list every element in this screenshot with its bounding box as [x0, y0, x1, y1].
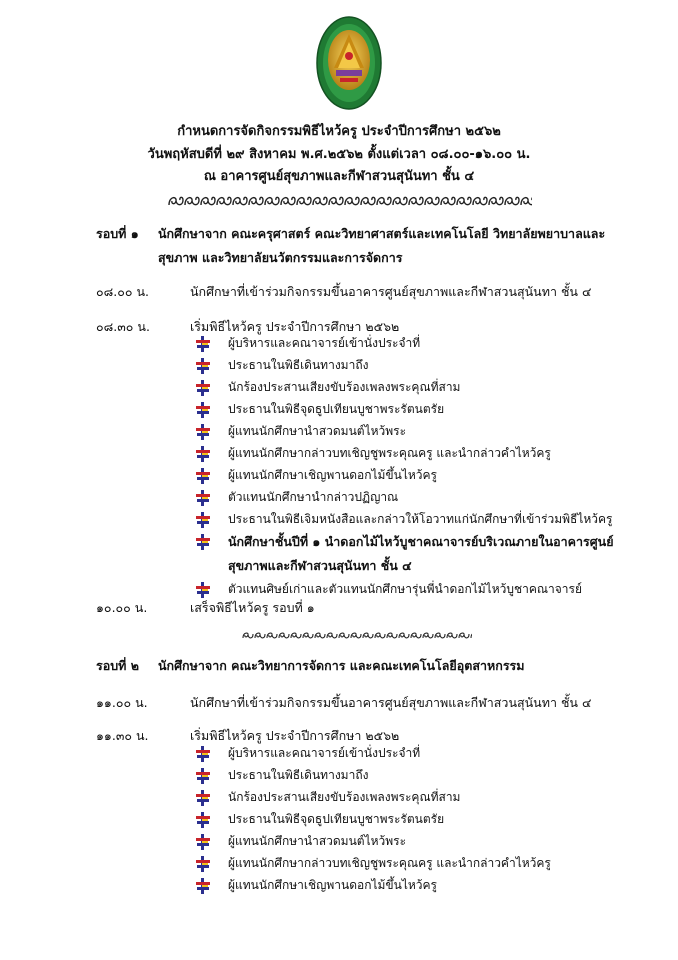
flag-bullet-icon [196, 446, 210, 462]
schedule-text: นักศึกษาที่เข้าร่วมกิจกรรมขึ้นอาคารศูนย์สุขภาพและกีฬาสวนสุนันทา ชั้น ๔ [190, 284, 592, 299]
schedule-text: เสร็จพิธีไหว้ครู รอบที่ ๑ [190, 600, 315, 615]
agenda-item: ประธานในพิธีเจิมหนังสือและกล่าวให้โอวาทแก่นักศึกษาที่เข้าร่วมพิธีไหว้ครู [228, 512, 613, 526]
round-participants: นักศึกษาจาก คณะครุศาสตร์ คณะวิทยาศาสตร์และเทคโนโลยี วิทยาลัยพยาบาลและสุขภาพ และวิทยาลัยนวัตกรรมและการจัดการ [158, 226, 606, 265]
agenda-item: ผู้แทนนักศึกษานำสวดมนต์ไหว้พระ [228, 424, 407, 438]
agenda-item: ผู้แทนนักศึกษากล่าวบทเชิญชูพระคุณครู และนำกล่าวคำไหว้ครู [228, 856, 551, 870]
round-label: รอบที่ ๒ [96, 658, 139, 673]
flag-bullet-icon [196, 834, 210, 850]
round-label: รอบที่ ๑ [96, 226, 139, 241]
flag-bullet-icon [196, 424, 210, 440]
agenda-item: ผู้แทนนักศึกษาเชิญพานดอกไม้ขึ้นไหว้ครู [228, 468, 437, 482]
agenda-item: ตัวแทนศิษย์เก่าและตัวแทนนักศึกษารุ่นพี่นำดอกไม้ไหว้บูชาคณาจารย์ [228, 582, 582, 596]
agenda-item: ตัวแทนนักศึกษานำกล่าวปฏิญาณ [228, 490, 399, 504]
flag-bullet-icon [196, 534, 210, 550]
schedule-time: ๑๑.๐๐ น. [96, 695, 148, 710]
agenda-item: นักศึกษาชั้นปีที่ ๑ นำดอกไม้ไหว้บูชาคณาจารย์บริเวณภายในอาคารศูนย์สุขภาพและกีฬาสวนสุนันทา ชั้น ๔ [228, 534, 614, 573]
page-title: กำหนดการจัดกิจกรรมพิธีไหว้ครู ประจำปีการศึกษา ๒๕๖๒ [177, 124, 501, 139]
schedule-time: ๐๘.๐๐ น. [96, 284, 149, 299]
schedule-time: ๑๐.๐๐ น. [96, 600, 148, 615]
agenda-item: ประธานในพิธีจุดธูปเทียนบูชาพระรัตนตรัย [228, 812, 445, 826]
flag-bullet-icon [196, 468, 210, 484]
flag-bullet-icon [196, 768, 210, 784]
flag-bullet-icon [196, 336, 210, 352]
round-participants: นักศึกษาจาก คณะวิทยาการจัดการ และคณะเทคโนโลยีอุตสาหกรรม [158, 658, 525, 673]
agenda-item: ผู้บริหารและคณาจารย์เข้านั่งประจำที่ [228, 746, 421, 760]
flag-bullet-icon [196, 746, 210, 762]
agenda-item: ผู้แทนนักศึกษากล่าวบทเชิญชูพระคุณครู และนำกล่าวคำไหว้ครู [228, 446, 551, 460]
flag-bullet-icon [196, 812, 210, 828]
flag-bullet-icon [196, 878, 210, 894]
agenda-item: ประธานในพิธีเดินทางมาถึง [228, 768, 369, 782]
agenda-item: ผู้บริหารและคณาจารย์เข้านั่งประจำที่ [228, 336, 421, 350]
university-seal-icon [316, 16, 382, 110]
schedule-text: นักศึกษาที่เข้าร่วมกิจกรรมขึ้นอาคารศูนย์สุขภาพและกีฬาสวนสุนันทา ชั้น ๔ [190, 695, 592, 710]
flag-bullet-icon [196, 380, 210, 396]
agenda-item: ประธานในพิธีจุดธูปเทียนบูชาพระรัตนตรัย [228, 402, 445, 416]
flag-bullet-icon [196, 402, 210, 418]
decorative-divider-icon [242, 630, 472, 640]
event-date: วันพฤหัสบดีที่ ๒๙ สิงหาคม พ.ศ.๒๕๖๒ ตั้งแต่เวลา ๐๘.๐๐-๑๖.๐๐ น. [147, 147, 531, 162]
flag-bullet-icon [196, 582, 210, 598]
schedule-time: ๑๑.๓๐ น. [96, 728, 149, 743]
agenda-item: ประธานในพิธีเดินทางมาถึง [228, 358, 369, 372]
agenda-item: ผู้แทนนักศึกษาเชิญพานดอกไม้ขึ้นไหว้ครู [228, 878, 437, 892]
flag-bullet-icon [196, 490, 210, 506]
flag-bullet-icon [196, 790, 210, 806]
schedule-text: เริ่มพิธีไหว้ครู ประจำปีการศึกษา ๒๕๖๒ [190, 319, 400, 334]
schedule-text: เริ่มพิธีไหว้ครู ประจำปีการศึกษา ๒๕๖๒ [190, 728, 400, 743]
event-venue: ณ อาคารศูนย์สุขภาพและกีฬาสวนสุนันทา ชั้น ๔ [203, 169, 475, 184]
flag-bullet-icon [196, 358, 210, 374]
flag-bullet-icon [196, 512, 210, 528]
agenda-item: นักร้องประสานเสียงขับร้องเพลงพระคุณที่สาม [228, 790, 461, 804]
agenda-item: ผู้แทนนักศึกษานำสวดมนต์ไหว้พระ [228, 834, 407, 848]
decorative-border-icon [168, 194, 532, 208]
agenda-item: นักร้องประสานเสียงขับร้องเพลงพระคุณที่สาม [228, 380, 461, 394]
schedule-time: ๐๘.๓๐ น. [96, 319, 150, 334]
flag-bullet-icon [196, 856, 210, 872]
